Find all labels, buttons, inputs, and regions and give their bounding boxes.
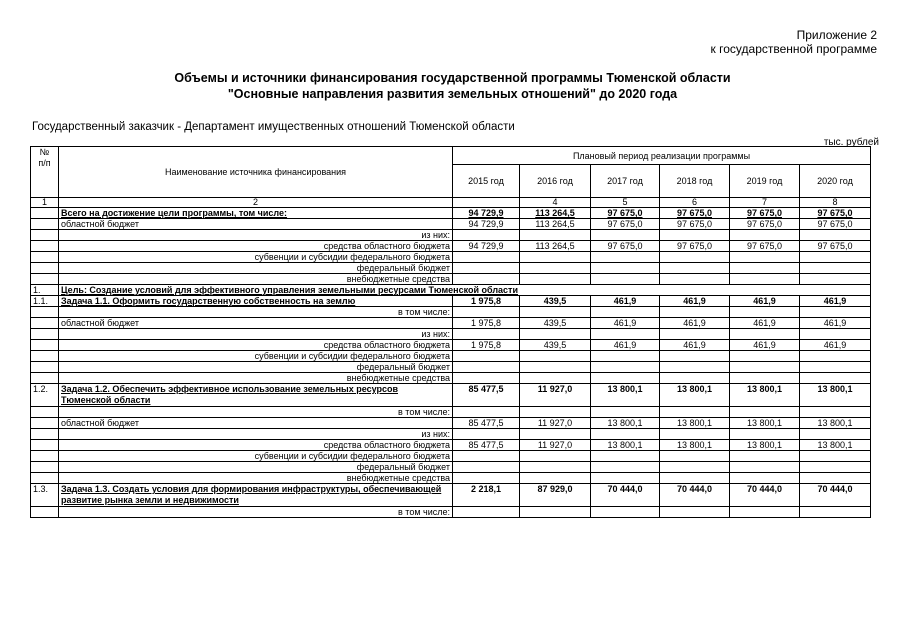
value-cell — [730, 230, 800, 241]
value-cell — [520, 429, 591, 440]
value-cell: 461,9 — [730, 318, 800, 329]
annex-note — [711, 28, 877, 56]
value-cell: 11 927,0 — [520, 440, 591, 451]
value-cell: 97 675,0 — [591, 208, 660, 219]
row-label: областной бюджет — [59, 318, 453, 329]
row-label: областной бюджет — [59, 418, 453, 429]
value-cell: 85 477,5 — [453, 440, 520, 451]
value-cell — [591, 462, 660, 473]
value-cell: 97 675,0 — [730, 241, 800, 252]
row-number — [31, 462, 59, 473]
row-number — [31, 318, 59, 329]
header-num: № п/п — [31, 147, 59, 198]
table-row — [31, 252, 871, 263]
row-number: 1.3. — [31, 484, 59, 507]
value-cell: 13 800,1 — [730, 384, 800, 407]
row-label: из них: — [59, 230, 453, 241]
table-row — [31, 285, 871, 296]
value-cell — [453, 362, 520, 373]
value-cell: 461,9 — [660, 340, 730, 351]
value-cell: 13 800,1 — [800, 440, 871, 451]
value-cell — [453, 462, 520, 473]
value-cell — [660, 274, 730, 285]
table-row — [31, 318, 871, 329]
value-cell: 13 800,1 — [730, 418, 800, 429]
header-year: 2018 год — [660, 165, 730, 198]
value-cell — [730, 373, 800, 384]
value-cell — [660, 362, 730, 373]
row-label: в том числе: — [59, 407, 453, 418]
document-title — [0, 70, 905, 102]
row-number — [31, 351, 59, 362]
table-row — [31, 208, 871, 219]
value-cell — [591, 307, 660, 318]
value-cell — [800, 507, 871, 518]
value-cell — [453, 307, 520, 318]
value-cell — [591, 274, 660, 285]
header-period: Плановый период реализации программы — [453, 147, 871, 165]
row-label: субвенции и субсидии федерального бюджета — [59, 451, 453, 462]
table-row — [31, 429, 871, 440]
value-cell: 461,9 — [800, 296, 871, 307]
value-cell — [660, 351, 730, 362]
value-cell — [660, 329, 730, 340]
header-year: 2020 год — [800, 165, 871, 198]
value-cell — [730, 473, 800, 484]
row-number — [31, 329, 59, 340]
value-cell: 113 264,5 — [520, 219, 591, 230]
header-row-1 — [31, 147, 871, 165]
row-number — [31, 429, 59, 440]
value-cell: 439,5 — [520, 340, 591, 351]
row-label: в том числе: — [59, 507, 453, 518]
value-cell — [591, 429, 660, 440]
value-cell: 97 675,0 — [730, 208, 800, 219]
value-cell — [591, 230, 660, 241]
value-cell — [800, 252, 871, 263]
state-customer: Государственный заказчик - Департамент имущественных отношений Тюменской области — [32, 121, 515, 133]
value-cell — [730, 274, 800, 285]
value-cell — [591, 252, 660, 263]
value-cell — [591, 329, 660, 340]
value-cell: 87 929,0 — [520, 484, 591, 507]
value-cell — [453, 373, 520, 384]
table-row — [31, 373, 871, 384]
row-number — [31, 473, 59, 484]
row-label: субвенции и субсидии федерального бюджета — [59, 252, 453, 263]
value-cell — [520, 307, 591, 318]
table-row — [31, 219, 871, 230]
value-cell — [800, 351, 871, 362]
table-row — [31, 230, 871, 241]
row-label: Задача 1.3. Создать условия для формирования инфраструктуры, обеспечивающей развитие рынка земли и недвижимости — [59, 484, 453, 507]
value-cell — [453, 473, 520, 484]
value-cell: 461,9 — [800, 340, 871, 351]
annex-line-2: к государственной программе — [710, 42, 877, 56]
value-cell — [453, 451, 520, 462]
value-cell — [453, 252, 520, 263]
title-line-2: "Основные направления развития земельных отношений" до 2020 года — [227, 87, 678, 101]
row-label: из них: — [59, 329, 453, 340]
value-cell — [660, 473, 730, 484]
value-cell — [730, 329, 800, 340]
value-cell: 1 975,8 — [453, 296, 520, 307]
table-row — [31, 451, 871, 462]
header-source-name: Наименование источника финансирования — [59, 147, 453, 198]
title-line-1: Объемы и источники финансирования государственной программы Тюменской области — [174, 71, 731, 85]
table-row — [31, 274, 871, 285]
value-cell — [660, 507, 730, 518]
value-cell: 13 800,1 — [591, 418, 660, 429]
column-number: 8 — [800, 198, 871, 208]
value-cell — [800, 362, 871, 373]
row-number — [31, 252, 59, 263]
value-cell — [591, 362, 660, 373]
value-cell: 13 800,1 — [660, 440, 730, 451]
value-cell: 70 444,0 — [800, 484, 871, 507]
value-cell: 11 927,0 — [520, 384, 591, 407]
header-year: 2016 год — [520, 165, 591, 198]
value-cell — [453, 407, 520, 418]
value-cell — [660, 462, 730, 473]
value-cell — [800, 263, 871, 274]
value-cell: 439,5 — [520, 296, 591, 307]
row-label: Всего на достижение цели программы, том числе: — [59, 208, 453, 219]
row-number — [31, 340, 59, 351]
value-cell: 70 444,0 — [660, 484, 730, 507]
value-cell — [730, 351, 800, 362]
value-cell: 85 477,5 — [453, 418, 520, 429]
column-number: 6 — [660, 198, 730, 208]
value-cell — [730, 407, 800, 418]
value-cell — [520, 473, 591, 484]
value-cell — [520, 373, 591, 384]
column-number: 1 — [31, 198, 59, 208]
table-row — [31, 329, 871, 340]
annex-line-1: Приложение 2 — [796, 28, 877, 42]
row-number — [31, 219, 59, 230]
row-number — [31, 307, 59, 318]
value-cell — [800, 462, 871, 473]
table-row — [31, 484, 871, 507]
value-cell — [520, 451, 591, 462]
row-label: Цель: Создание условий для эффективного управления земельными ресурсами Тюменской области — [59, 285, 871, 296]
value-cell — [800, 307, 871, 318]
value-cell — [660, 451, 730, 462]
value-cell — [453, 507, 520, 518]
value-cell — [660, 263, 730, 274]
value-cell — [660, 373, 730, 384]
column-number: 4 — [520, 198, 591, 208]
value-cell — [800, 429, 871, 440]
value-cell: 97 675,0 — [591, 219, 660, 230]
table-row — [31, 407, 871, 418]
value-cell: 13 800,1 — [660, 384, 730, 407]
value-cell — [730, 307, 800, 318]
value-cell: 97 675,0 — [660, 241, 730, 252]
units-label: тыс. рублей — [823, 137, 879, 148]
value-cell: 1 975,8 — [453, 318, 520, 329]
value-cell — [800, 230, 871, 241]
value-cell: 70 444,0 — [591, 484, 660, 507]
value-cell — [800, 407, 871, 418]
row-number — [31, 230, 59, 241]
value-cell — [660, 230, 730, 241]
value-cell: 97 675,0 — [660, 208, 730, 219]
value-cell: 461,9 — [591, 318, 660, 329]
column-number: 5 — [591, 198, 660, 208]
row-label: федеральный бюджет — [59, 362, 453, 373]
value-cell — [730, 507, 800, 518]
row-label: внебюджетные средства — [59, 373, 453, 384]
value-cell — [660, 307, 730, 318]
row-label: средства областного бюджета — [59, 241, 453, 252]
value-cell: 94 729,9 — [453, 219, 520, 230]
value-cell — [800, 274, 871, 285]
row-label: федеральный бюджет — [59, 263, 453, 274]
value-cell — [591, 263, 660, 274]
value-cell — [453, 230, 520, 241]
value-cell — [730, 429, 800, 440]
row-number — [31, 407, 59, 418]
value-cell — [520, 462, 591, 473]
value-cell: 97 675,0 — [800, 241, 871, 252]
value-cell: 461,9 — [730, 340, 800, 351]
value-cell: 97 675,0 — [730, 219, 800, 230]
value-cell: 461,9 — [591, 340, 660, 351]
value-cell — [730, 451, 800, 462]
value-cell — [520, 274, 591, 285]
value-cell — [800, 329, 871, 340]
value-cell — [453, 351, 520, 362]
row-label: из них: — [59, 429, 453, 440]
value-cell — [520, 329, 591, 340]
value-cell: 1 975,8 — [453, 340, 520, 351]
value-cell: 13 800,1 — [730, 440, 800, 451]
value-cell: 113 264,5 — [520, 208, 591, 219]
value-cell — [591, 373, 660, 384]
value-cell: 97 675,0 — [800, 208, 871, 219]
value-cell — [591, 507, 660, 518]
value-cell — [660, 252, 730, 263]
column-number: 2 — [59, 198, 453, 208]
table-row — [31, 362, 871, 373]
table-row — [31, 384, 871, 407]
value-cell — [520, 407, 591, 418]
table-row — [31, 340, 871, 351]
value-cell — [520, 230, 591, 241]
value-cell: 97 675,0 — [800, 219, 871, 230]
table-row — [31, 462, 871, 473]
row-number: 1.1. — [31, 296, 59, 307]
value-cell: 2 218,1 — [453, 484, 520, 507]
value-cell — [520, 263, 591, 274]
table-row — [31, 296, 871, 307]
value-cell — [800, 373, 871, 384]
row-label: федеральный бюджет — [59, 462, 453, 473]
row-label: средства областного бюджета — [59, 340, 453, 351]
table-row — [31, 263, 871, 274]
value-cell — [591, 407, 660, 418]
row-number — [31, 418, 59, 429]
value-cell — [730, 362, 800, 373]
value-cell: 70 444,0 — [730, 484, 800, 507]
value-cell: 13 800,1 — [800, 418, 871, 429]
value-cell: 97 675,0 — [660, 219, 730, 230]
value-cell — [660, 429, 730, 440]
value-cell — [591, 351, 660, 362]
value-cell — [453, 274, 520, 285]
value-cell — [591, 451, 660, 462]
value-cell — [453, 329, 520, 340]
value-cell — [520, 252, 591, 263]
row-number — [31, 241, 59, 252]
value-cell — [730, 263, 800, 274]
value-cell: 11 927,0 — [520, 418, 591, 429]
table-row — [31, 440, 871, 451]
value-cell: 94 729,9 — [453, 208, 520, 219]
row-number — [31, 263, 59, 274]
value-cell — [660, 407, 730, 418]
header-year: 2015 год — [453, 165, 520, 198]
value-cell — [453, 429, 520, 440]
financing-table — [30, 146, 871, 518]
value-cell — [453, 263, 520, 274]
row-number — [31, 373, 59, 384]
row-number: 1. — [31, 285, 59, 296]
value-cell: 13 800,1 — [591, 384, 660, 407]
value-cell: 461,9 — [660, 318, 730, 329]
row-label: Задача 1.1. Оформить государственную собственность на землю — [59, 296, 453, 307]
value-cell — [520, 362, 591, 373]
value-cell: 113 264,5 — [520, 241, 591, 252]
table-row — [31, 507, 871, 518]
value-cell: 97 675,0 — [591, 241, 660, 252]
value-cell: 439,5 — [520, 318, 591, 329]
row-number — [31, 208, 59, 219]
row-label: внебюджетные средства — [59, 274, 453, 285]
value-cell — [800, 451, 871, 462]
row-number — [31, 507, 59, 518]
row-number — [31, 362, 59, 373]
table-row — [31, 418, 871, 429]
value-cell: 461,9 — [660, 296, 730, 307]
row-label: Задача 1.2. Обеспечить эффективное использование земельных ресурсов Тюменской области — [59, 384, 453, 407]
value-cell — [520, 351, 591, 362]
table-row — [31, 241, 871, 252]
value-cell: 85 477,5 — [453, 384, 520, 407]
row-number: 1.2. — [31, 384, 59, 407]
header-year: 2019 год — [730, 165, 800, 198]
value-cell: 461,9 — [591, 296, 660, 307]
column-number-row — [31, 198, 871, 208]
row-number — [31, 451, 59, 462]
header-year: 2017 год — [591, 165, 660, 198]
value-cell: 461,9 — [800, 318, 871, 329]
table-row — [31, 307, 871, 318]
column-number: 7 — [730, 198, 800, 208]
value-cell — [730, 462, 800, 473]
row-label: внебюджетные средства — [59, 473, 453, 484]
row-number — [31, 440, 59, 451]
row-label: в том числе: — [59, 307, 453, 318]
value-cell: 13 800,1 — [591, 440, 660, 451]
row-label: областной бюджет — [59, 219, 453, 230]
value-cell — [730, 252, 800, 263]
row-number — [31, 274, 59, 285]
table-row — [31, 351, 871, 362]
column-number — [453, 198, 520, 208]
table-row — [31, 473, 871, 484]
value-cell: 94 729,9 — [453, 241, 520, 252]
value-cell: 13 800,1 — [800, 384, 871, 407]
value-cell: 461,9 — [730, 296, 800, 307]
value-cell — [520, 507, 591, 518]
value-cell: 13 800,1 — [660, 418, 730, 429]
value-cell — [591, 473, 660, 484]
value-cell — [800, 473, 871, 484]
row-label: средства областного бюджета — [59, 440, 453, 451]
row-label: субвенции и субсидии федерального бюджета — [59, 351, 453, 362]
